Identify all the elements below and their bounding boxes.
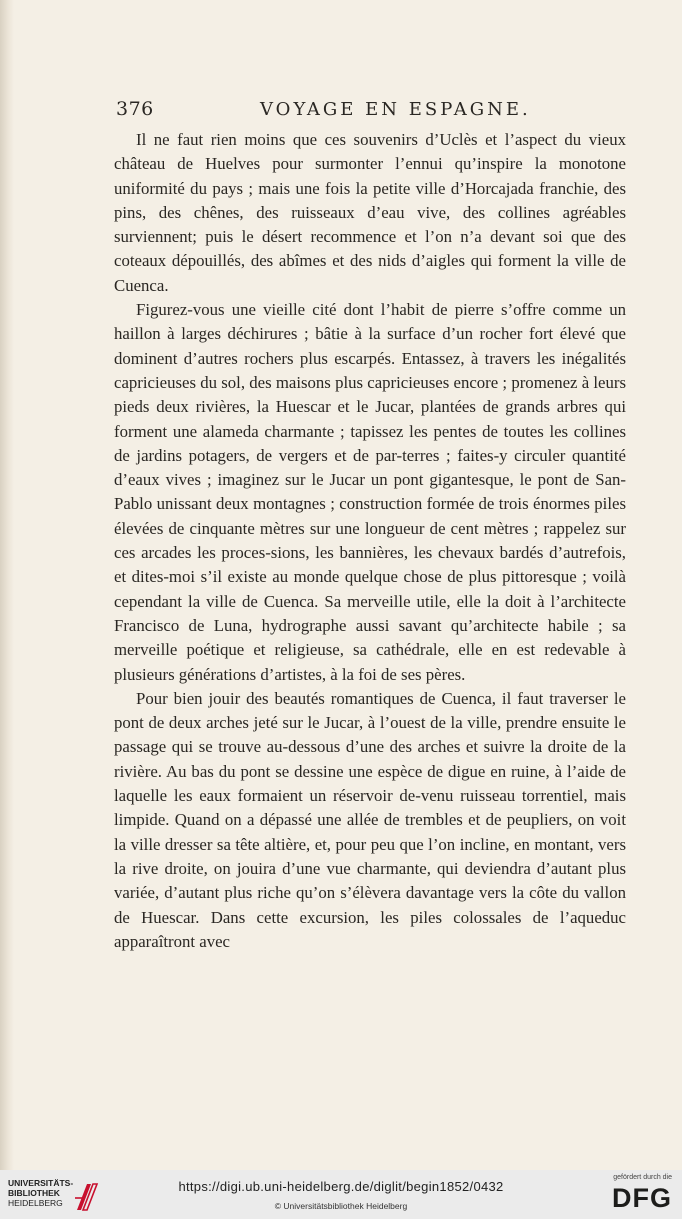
page-number: 376 bbox=[116, 98, 154, 120]
page-gutter-shadow bbox=[0, 0, 14, 1170]
body-text bbox=[114, 128, 626, 954]
running-title: VOYAGE EN ESPAGNE. bbox=[260, 99, 531, 120]
paragraph-3: Pour bien jouir des beautés romantiques de Cuenca, il faut traverser le pont de deux arches jeté sur le Jucar, à l’ouest de la ville, prendre ensuite le passage qui se trouve au-dessous d’une des arches et suivre la droite de la rivière. Au bas du pont se dessine une espèce de digue en ruine, à l’aide de laquelle les eaux formaient un réservoir de-venu ruisseau torrentiel, mais limpide. Quand on a dépassé une allée de trembles et de peupliers, on voit la ville dresser sa tête altière, et, pour peu que l’on incline, en montant, vers la rive droite, on jouira d’une vue charmante, qui deviendra d’autant plus variée, d’autant plus riche qu’on s’élèvera davantage vers la côte du vallon de Huescar. Dans cette excursion, les piles colossales de l’aqueduc apparaîtront avec bbox=[114, 688, 626, 951]
paragraph-2: Figurez-vous une vieille cité dont l’habit de pierre s’offre comme un haillon à larges déchirures ; bâtie à la surface d’un rocher fort élevé que dominent d’autres rochers plus escarpés. Entassez, à travers les inégalités capricieuses du sol, des maisons plus capricieuses encore ; promenez à leurs pieds deux rivières, la Huescar et le Jucar, plantées de grands arbres qui forment une alameda charmante ; tapissez les pentes de toutes les collines de jardins potagers, de vergers et de par-terres ; faites-y circuler quantité d’eaux vives ; imaginez sur le Jucar un pont gigantesque, le pont de San-Pablo unissant deux montagnes ; construction formée de trois énormes piles élevées de cinquante mètres sur une longueur de cent mètres ; rappelez sur ces arcades les proces-sions, les bannières, les chevaux bardés d’autrefois, et dites-moi s’il existe au monde quelque chose de plus pittoresque ; voilà cependant la ville de Cuenca. Sa merveille utile, elle la doit à l’architecte Francisco de Luna, hydrographe aussi savant qu’architecte habile ; sa merveille poétique et religieuse, sa cathédrale, elle en est redevable à plusieurs générations d’artistes, à la foi de ses pères. bbox=[114, 300, 626, 684]
paragraph-1: Il ne faut rien moins que ces souvenirs d’Uclès et l’aspect du vieux château de Huelves pour surmonter l’ennui qu’inspire la monotone uniformité du pays ; mais une fois la petite ville d’Horcajada franchie, des pins, des chênes, des ruisseaux d’eau vive, des collines agréables surviennent; puis le désert recommence et l’on n’a devant soi que des coteaux dépouillés, des abîmes et des nids d’aigles qui forment la ville de Cuenca. bbox=[114, 130, 626, 295]
library-name-line-3: HEIDELBERG bbox=[8, 1198, 63, 1208]
dfg-caption: gefördert durch die bbox=[613, 1174, 672, 1181]
library-name-line-1: UNIVERSITÄTS- bbox=[8, 1178, 74, 1188]
digitization-footer bbox=[0, 1170, 682, 1219]
dfg-logo[interactable] bbox=[602, 1174, 672, 1216]
library-name-line-2: BIBLIOTHEK bbox=[8, 1188, 60, 1198]
dfg-wordmark: DFG bbox=[612, 1183, 672, 1213]
copyright-notice: © Universitätsbibliothek Heidelberg bbox=[274, 1201, 408, 1211]
running-head bbox=[0, 98, 682, 124]
permalink-url[interactable]: https://digi.ub.uni-heidelberg.de/diglit/begin1852/0432 bbox=[178, 1179, 504, 1194]
